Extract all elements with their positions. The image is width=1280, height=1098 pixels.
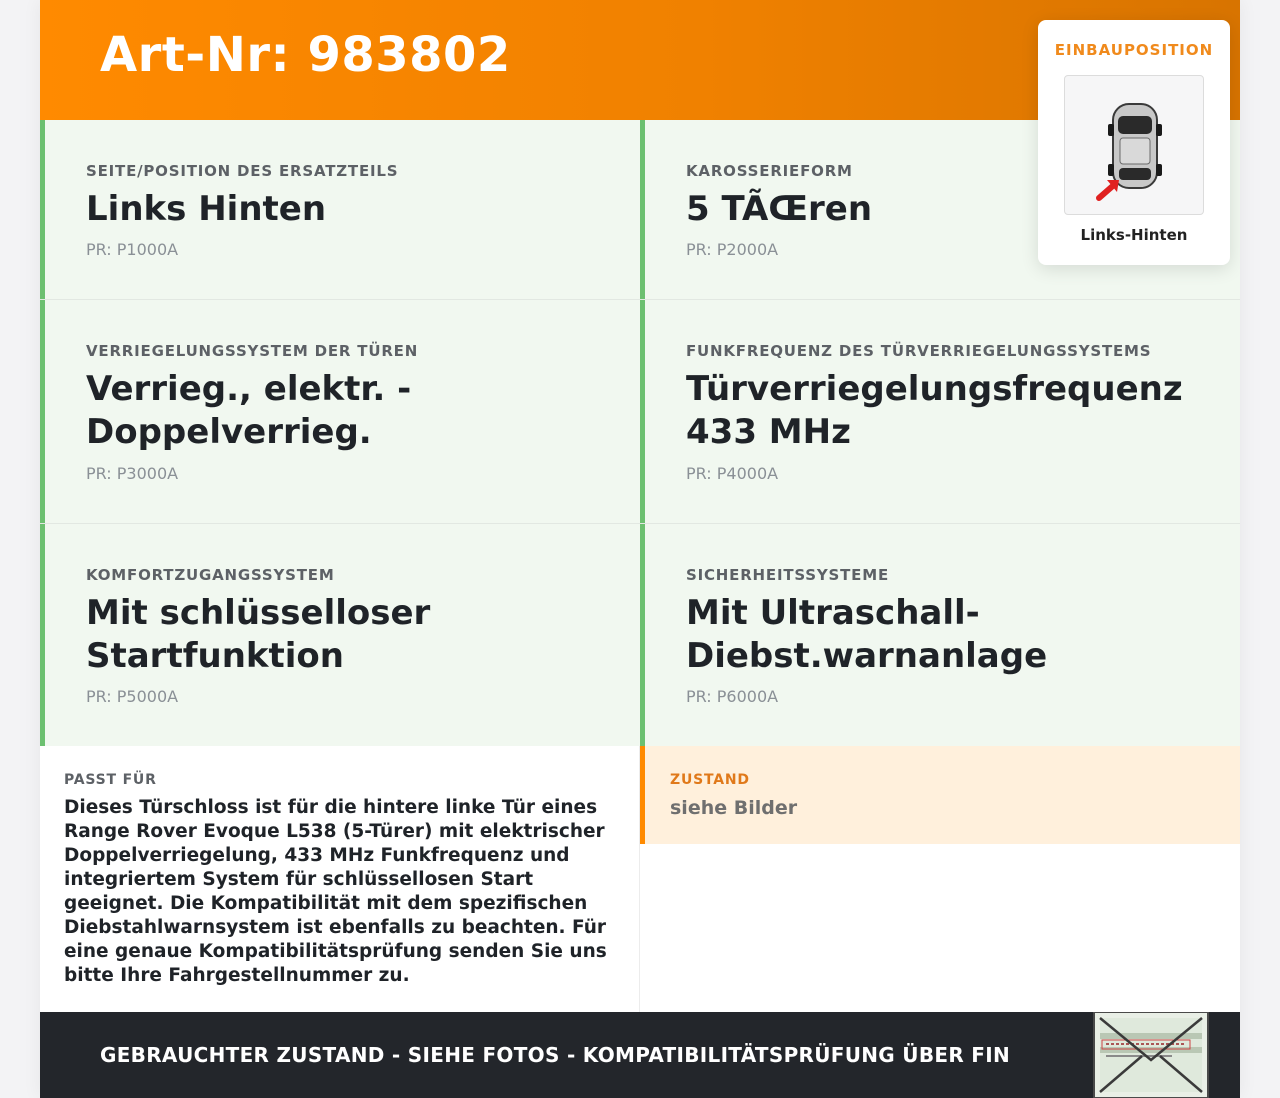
fitment-description: Dieses Türschloss ist für die hintere linke Tür eines Range Rover Evoque L538 (5-Türer) mit elektrischer Doppelverriegelung, 433 MHz Funkfrequenz und integriertem System für schlüssellosen Start geeignet. Die Kompatibilität mit dem spezifischen Diebstahlwarnsystem ist ebenfalls zu beachten. Für eine genaue Kompatibilitätsprüfung senden Sie uns bitte Ihre Fahrgestellnummer zu. xyxy=(64,797,607,986)
attribute-pr-code: PR: P3000A xyxy=(86,464,179,483)
attribute-value: Verrieg., elektr. - Doppelverrieg. xyxy=(86,369,412,452)
attribute-pr-code: PR: P1000A xyxy=(86,240,179,259)
product-sheet xyxy=(40,0,1240,1098)
attribute-value: Mit Ultraschall-Diebst.warnanlage xyxy=(686,593,1048,676)
fitment-section xyxy=(40,746,640,1012)
attribute-cell-keyless-access xyxy=(40,524,640,746)
attribute-pr-code: PR: P6000A xyxy=(686,687,779,706)
attribute-pr-code: PR: P5000A xyxy=(86,687,179,706)
article-number-title: Art-Nr: 983802 xyxy=(100,27,511,83)
install-position-card xyxy=(1038,20,1230,265)
attribute-label: FUNKFREQUENZ DES TÜRVERRIEGELUNGSSYSTEMS xyxy=(686,342,1152,360)
attribute-cell-locking-system xyxy=(40,300,640,524)
condition-label: ZUSTAND xyxy=(670,772,750,788)
condition-value: siehe Bilder xyxy=(670,797,798,819)
attribute-value: 5 TÃŒren xyxy=(686,189,873,229)
car-top-view-icon xyxy=(1064,75,1204,215)
attribute-label: SICHERHEITSSYSTEME xyxy=(686,566,890,584)
attribute-value: Mit schlüsselloser Startfunktion xyxy=(86,593,431,676)
document-stamp-icon xyxy=(1092,1012,1210,1098)
install-position-title: EINBAUPOSITION xyxy=(1054,41,1214,59)
attribute-label: KAROSSERIEFORM xyxy=(686,162,853,180)
attribute-value: Türverriegelungsfrequenz 433 MHz xyxy=(686,369,1183,452)
attribute-cell-position xyxy=(40,120,640,300)
attribute-label: VERRIEGELUNGSSYSTEM DER TÜREN xyxy=(86,342,419,360)
attribute-value: Links Hinten xyxy=(86,189,327,229)
attribute-cell-security-systems xyxy=(640,524,1240,746)
condition-section xyxy=(640,746,1240,844)
attribute-label: KOMFORTZUGANGSSYSTEM xyxy=(86,566,335,584)
footer-notice: GEBRAUCHTER ZUSTAND - SIEHE FOTOS - KOMPATIBILITÄTSPRÜFUNG ÜBER FIN xyxy=(100,1043,1011,1067)
attribute-pr-code: PR: P4000A xyxy=(686,464,779,483)
install-position-caption: Links-Hinten xyxy=(1080,226,1188,244)
footer-bar xyxy=(40,1012,1240,1098)
attribute-cell-radio-frequency xyxy=(640,300,1240,524)
attribute-label: SEITE/POSITION DES ERSATZTEILS xyxy=(86,162,399,180)
fitment-label: PASST FÜR xyxy=(64,772,157,788)
attribute-pr-code: PR: P2000A xyxy=(686,240,779,259)
